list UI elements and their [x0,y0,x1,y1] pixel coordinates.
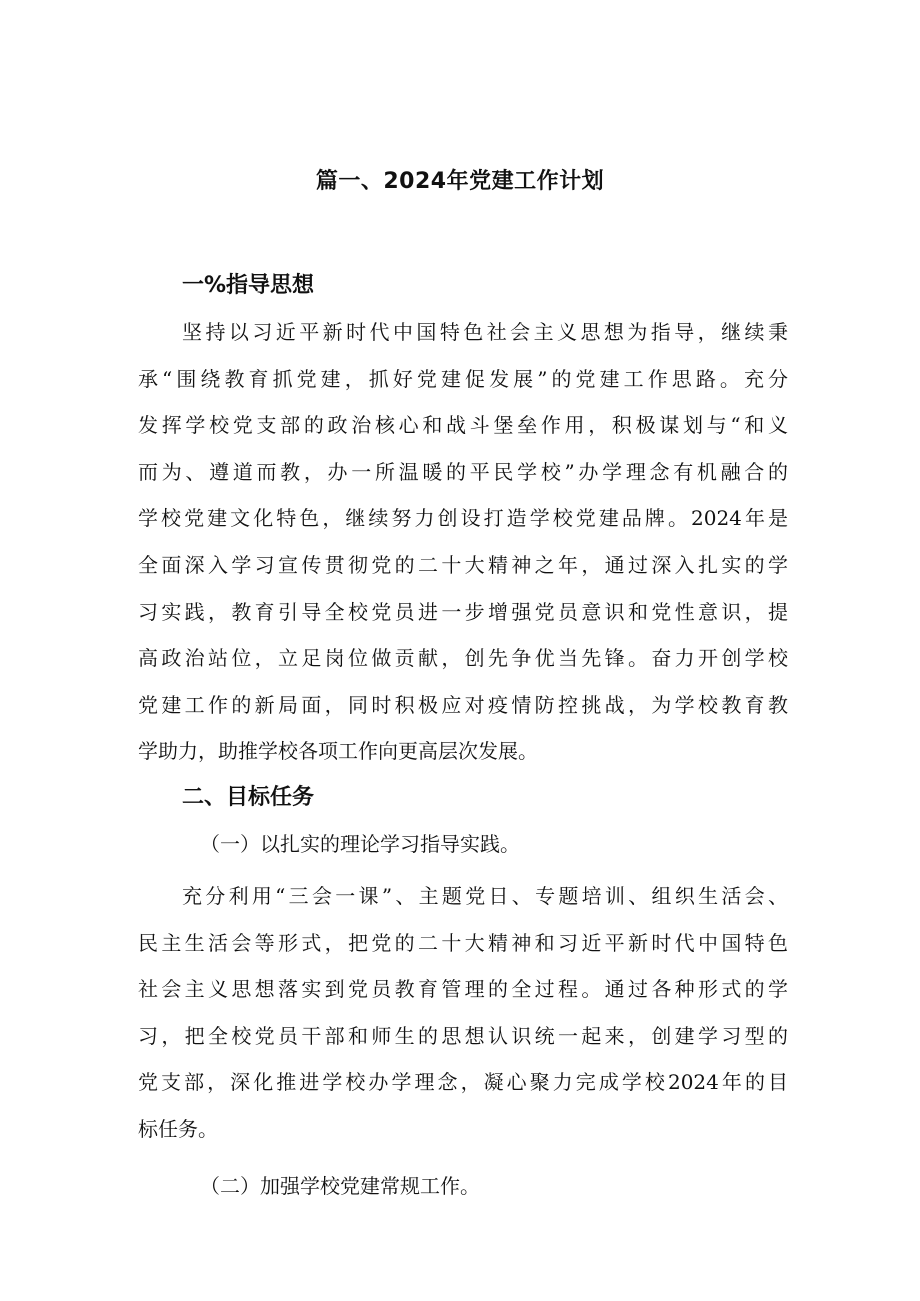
section-heading-goals-tasks: 二、目标任务 [182,784,315,810]
paragraph-guiding-ideology [138,309,788,775]
paragraph-line: 社会主义思想落实到党员教育管理的全过程。通过各种形式的学 [138,977,788,1002]
paragraph-line: 承“围绕教育抓党建，抓好党建促发展”的党建工作思路。充分 [138,366,788,391]
paragraph-line: 发挥学校党支部的政治核心和战斗堡垒作用，积极谋划与“和义 [138,413,788,438]
paragraph-line: 党支部，深化推进学校办学理念，凝心聚力完成学校2024年的目 [138,1070,788,1095]
paragraph-line: 学校党建文化特色，继续努力创设打造学校党建品牌。2024年是 [138,506,788,531]
paragraph-line: 习，把全校党员干部和师生的思想认识统一起来，创建学习型的 [138,1023,788,1048]
section-heading-guiding-ideology: 一%指导思想 [182,273,315,298]
subsection-heading-routine-work: （二）加强学校党建常规工作。 [200,1173,480,1198]
paragraph-line: 充分利用“三会一课”、主题党日、专题培训、组织生活会、 [182,883,788,908]
paragraph-line: 而为、遵道而教，办一所温暖的平民学校”办学理念有机融合的 [138,459,788,484]
paragraph-line: 标任务。 [138,1116,218,1141]
paragraph-line: 全面深入学习宣传贯彻党的二十大精神之年，通过深入扎实的学 [138,552,788,577]
paragraph-theory-study [138,873,788,1153]
paragraph-line: 高政治站位，立足岗位做贡献，创先争优当先锋。奋力开创学校 [138,646,788,671]
paragraph-line: 习实践，教育引导全校党员进一步增强党员意识和党性意识，提 [138,599,788,624]
document-title: 篇一、2024年党建工作计划 [315,169,605,194]
paragraph-line: 民主生活会等形式，把党的二十大精神和习近平新时代中国特色 [138,930,788,955]
paragraph-line: 坚持以习近平新时代中国特色社会主义思想为指导，继续秉 [182,320,788,344]
paragraph-line: 党建工作的新局面，同时积极应对疫情防控挑战，为学校教育教 [138,692,788,717]
subsection-heading-theory-study: （一）以扎实的理论学习指导实践。 [200,831,520,856]
paragraph-line: 学助力，助推学校各项工作向更高层次发展。 [138,739,538,764]
document-body [138,263,788,1209]
